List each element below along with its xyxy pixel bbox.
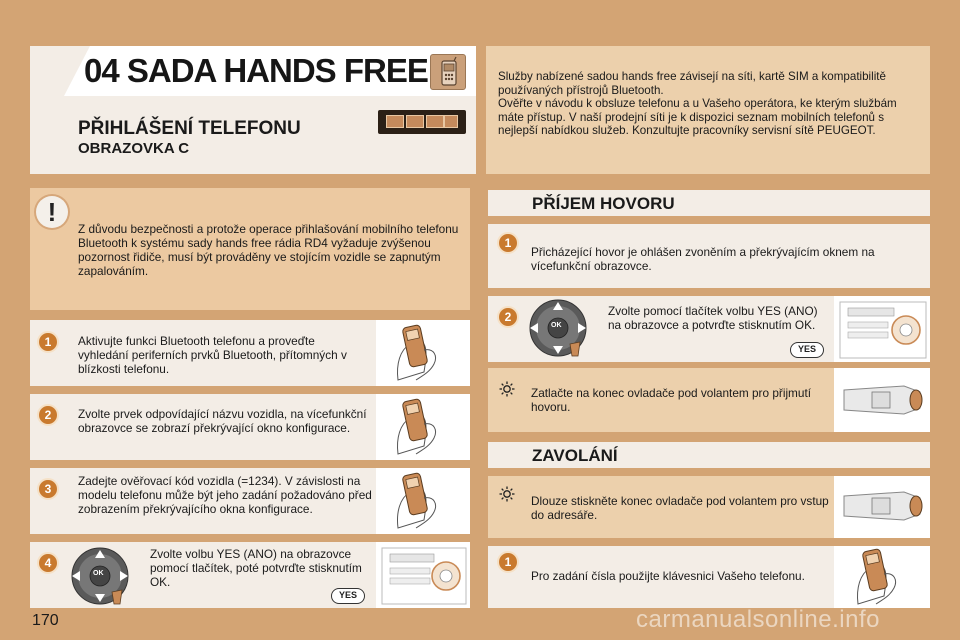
yes-badge: YES [331,588,365,604]
step-number-badge: 1 [497,551,519,573]
step-number-badge: 2 [497,306,519,328]
step-number-badge: 2 [37,404,59,426]
ok-label: OK [551,322,562,329]
page-number: 170 [32,612,59,629]
call-step-1-text: Dlouze stiskněte konec ovladače pod volantem pro vstup do adresáře. [531,494,829,522]
phone-hand-image [376,320,470,386]
warning-icon: ! [36,196,68,228]
pairing-step-2-text: Zvolte prvek odpovídající názvu vozidla, na vícefunkční obrazovce se zobrazí překrývající okno konfigurace. [78,407,367,435]
steering-stalk-image [834,368,930,432]
receive-call-heading-text: PŘÍJEM HOVORU [532,194,675,213]
step-number-badge: 1 [37,331,59,353]
phone-hand-image [376,468,470,534]
receive-step-2-text: Zvolte pomocí tlačítek volbu YES (ANO) na obrazovce a potvrďte stisknutím OK. [608,304,818,332]
receive-step-1-text: Přicházející hovor je ohlášen zvoněním a překrývajícím oknem na vícefunkční obrazovce. [531,245,875,273]
pairing-step-4-text: Zvolte volbu YES (ANO) na obrazovce pomocí tlačítek, poté potvrďte stisknutím OK. [150,547,362,589]
receive-call-heading [488,190,930,216]
ok-label: OK [93,570,104,577]
pairing-step-3-text: Zadejte ověřovací kód vozidla (=1234). V závislosti na modelu telefonu může být jeho zadání požadováno před zobrazením překrývajícího okna konfigurace. [78,474,372,516]
watermark: carmanualsonline.info [636,606,880,633]
display-screen-icon [378,110,466,134]
phone-hand-image [376,394,470,460]
yes-badge: YES [790,342,824,358]
section-title: PŘIHLÁŠENÍ TELEFONU [78,118,301,139]
step-number-badge: 1 [497,232,519,254]
call-step-2-text: Pro zadání čísla použijte klávesnici Vašeho telefonu. [531,569,805,583]
receive-step-3-text: Zatlačte na konec ovladače pod volantem pro přijmutí hovoru. [531,386,812,414]
radio-panel-image [834,296,930,362]
intro-paragraph-2: Ověřte v návodu k obsluze telefonu a u Vašeho operátora, ke kterým službám máte přístup. V naší prodejní síti je k dispozici seznam mobilních telefonů s nejlepší nabídkou služeb. Konzultujte pracovníky servisní sítě PEUGEOT. [498,97,897,138]
screen-label: OBRAZOVKA C [78,140,190,157]
sun-icon [499,486,515,502]
make-call-heading-text: ZAVOLÁNÍ [532,446,618,465]
steering-stalk-image [834,476,930,538]
intro-text [498,70,918,138]
pairing-step-1-text: Aktivujte funkci Bluetooth telefonu a proveďte vyhledání periferních prvků Bluetooth, přítomných v blízkosti telefonu. [78,334,347,376]
warning-text: Z důvodu bezpečnosti a protože operace přihlašování mobilního telefonu Bluetooth k systému sady hands free rádia RD4 vyžaduje zvýšenou pozornost řidiče, musí být prováděny ve stojícím vozidle se zapnutým zapalováním. [78,222,459,278]
step-number-badge: 3 [37,478,59,500]
intro-paragraph-1: Služby nabízené sadou hands free závisejí na síti, kartě SIM a kompatibilitě používaných přístrojů Bluetooth. [498,70,886,97]
radio-panel-image [376,542,470,608]
page-title: 04 SADA HANDS FREE [84,52,428,89]
phone-icon [430,54,466,90]
step-number-badge: 4 [37,552,59,574]
make-call-heading [488,442,930,468]
phone-hand-image [834,546,930,608]
sun-icon [499,381,515,397]
